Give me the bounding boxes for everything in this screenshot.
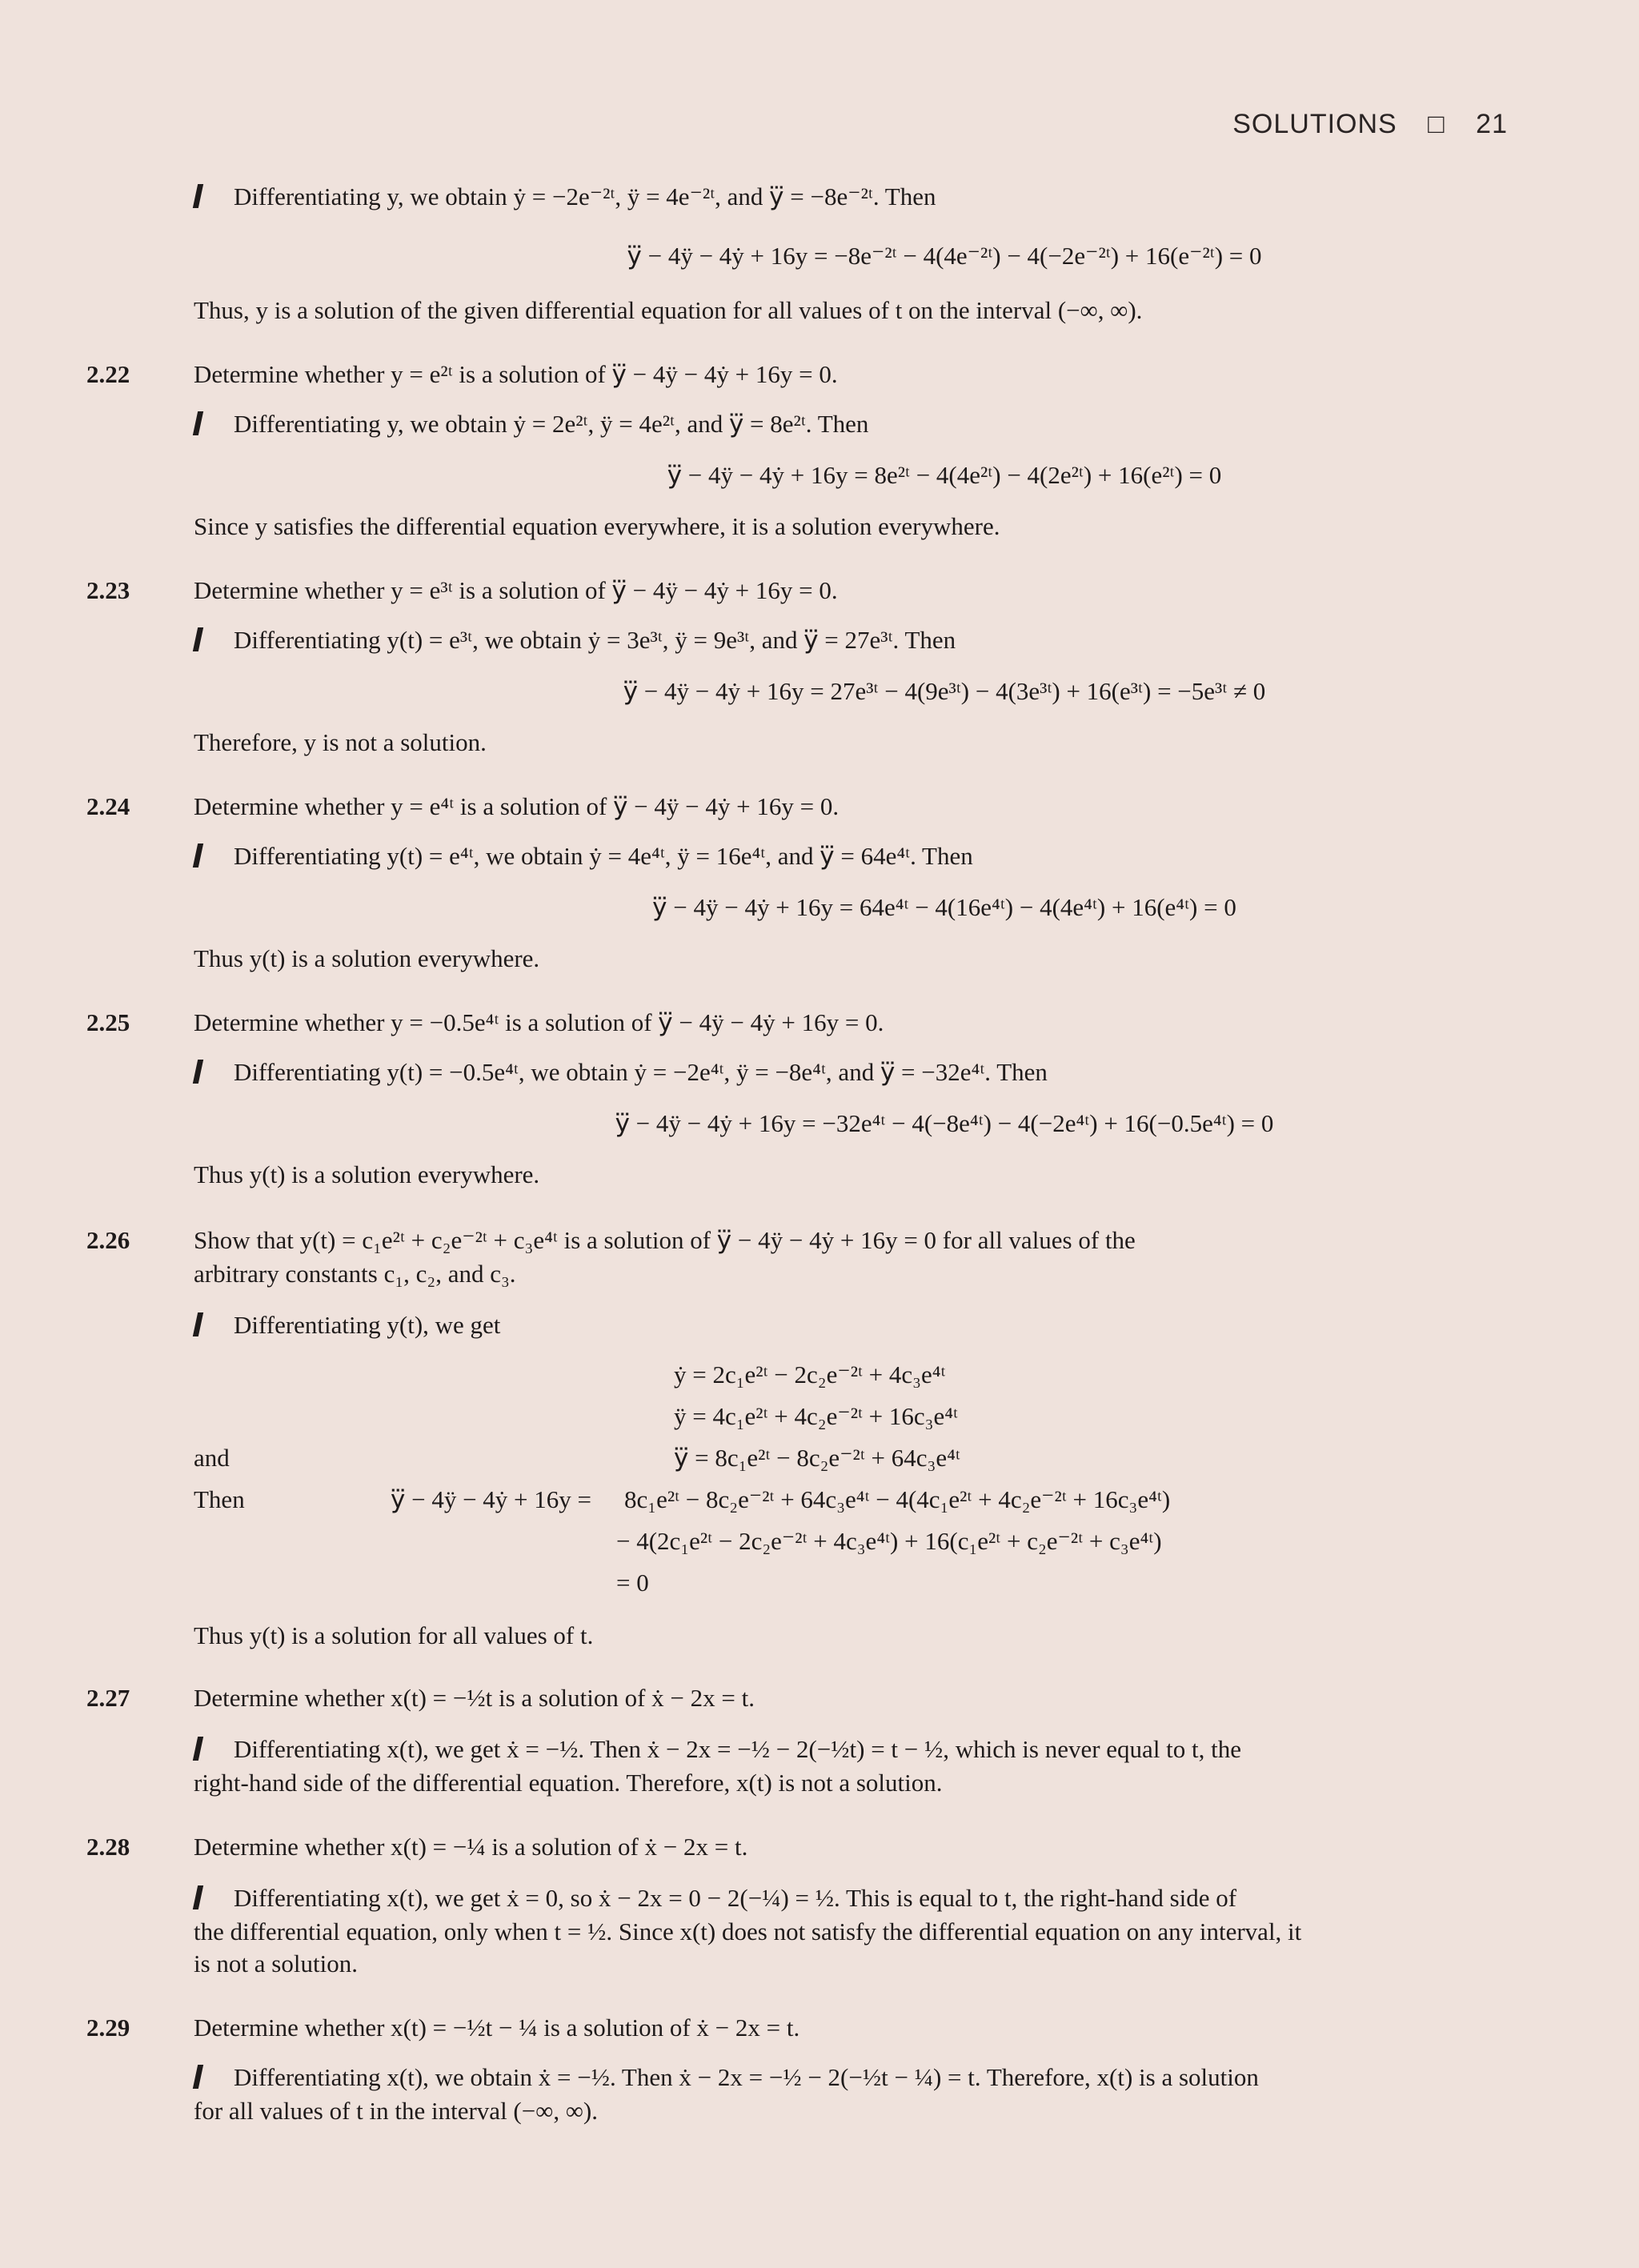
- intro-conclusion: Thus, y is a solution of the given differential equation for all values of t on the interval (−∞, ∞).: [194, 296, 1143, 324]
- equation-rhs-2: − 4(2c₁e²ᵗ − 2c₂e⁻²ᵗ + 4c₃e⁴ᵗ) + 16(c₁e²ᵗ + c₂e⁻²ᵗ + c₃e⁴ᵗ): [616, 1527, 1162, 1555]
- derivative-line-1: ẏ = 2c₁e²ᵗ − 2c₂e⁻²ᵗ + 4c₃e⁴ᵗ: [674, 1360, 946, 1388]
- solution-marker-icon: [193, 184, 203, 208]
- solution-marker-icon: [193, 1737, 203, 1761]
- problem-question: Show that y(t) = c₁e²ᵗ + c₂e⁻²ᵗ + c₃e⁴ᵗ is a solution of y⃛ − 4ÿ − 4ẏ + 16y = 0 for all values of the: [194, 1226, 1136, 1254]
- problem-question: Determine whether x(t) = −½t − ¼ is a solution of ẋ − 2x = t.: [194, 2014, 800, 2042]
- solution-marker-icon: [193, 627, 203, 651]
- problem-solution: Differentiating y(t) = −0.5e⁴ᵗ, we obtain ẏ = −2e⁴ᵗ, ÿ = −8e⁴ᵗ, and y⃛ = −32e⁴ᵗ. Then: [234, 1058, 1048, 1086]
- equation-rhs-3: = 0: [616, 1569, 649, 1597]
- problem-solution-cont: for all values of t in the interval (−∞, ∞).: [194, 2097, 599, 2125]
- problem-conclusion: Thus y(t) is a solution for all values of t.: [194, 1621, 594, 1649]
- problem-question: Determine whether x(t) = −¼ is a solution of ẋ − 2x = t.: [194, 1833, 748, 1861]
- problem-equation: y⃛ − 4ÿ − 4ẏ + 16y = 27e³ᵗ − 4(9e³ᵗ) − 4(3e³ᵗ) + 16(e³ᵗ) = −5e³ᵗ ≠ 0: [623, 677, 1266, 705]
- problem-question: Determine whether y = e²ᵗ is a solution of y⃛ − 4ÿ − 4ẏ + 16y = 0.: [194, 360, 838, 388]
- problem-equation: y⃛ − 4ÿ − 4ẏ + 16y = 8e²ᵗ − 4(4e²ᵗ) − 4(2e²ᵗ) + 16(e²ᵗ) = 0: [667, 461, 1222, 489]
- header-title: SOLUTIONS: [1232, 109, 1397, 139]
- problem-solution: Differentiating x(t), we obtain ẋ = −½. Then ẋ − 2x = −½ − 2(−½t − ¼) = t. Therefore, x(t) is a solution: [234, 2063, 1259, 2091]
- solution-marker-icon: [193, 1312, 203, 1336]
- problem-solution: Differentiating y(t) = e⁴ᵗ, we obtain ẏ = 4e⁴ᵗ, ÿ = 16e⁴ᵗ, and y⃛ = 64e⁴ᵗ. Then: [234, 842, 973, 870]
- equation-rhs-1: 8c₁e²ᵗ − 8c₂e⁻²ᵗ + 64c₃e⁴ᵗ − 4(4c₁e²ᵗ + 4c₂e⁻²ᵗ + 16c₃e⁴ᵗ): [624, 1485, 1171, 1513]
- problem-number: 2.25: [86, 1008, 130, 1036]
- problem-solution: Differentiating y(t), we get: [234, 1311, 501, 1339]
- problem-solution: Differentiating x(t), we get ẋ = 0, so ẋ − 2x = 0 − 2(−¼) = ½. This is equal to t, the right-hand side of: [234, 1884, 1237, 1912]
- intro-equation: y⃛ − 4ÿ − 4ẏ + 16y = −8e⁻²ᵗ − 4(4e⁻²ᵗ) − 4(−2e⁻²ᵗ) + 16(e⁻²ᵗ) = 0: [627, 242, 1262, 270]
- problem-question: Determine whether y = −0.5e⁴ᵗ is a solution of y⃛ − 4ÿ − 4ẏ + 16y = 0.: [194, 1008, 884, 1036]
- problem-number: 2.29: [86, 2014, 130, 2042]
- problem-question: Determine whether y = e⁴ᵗ is a solution of y⃛ − 4ÿ − 4ẏ + 16y = 0.: [194, 792, 840, 820]
- problem-number: 2.28: [86, 1833, 130, 1861]
- problem-question: Determine whether y = e³ᵗ is a solution of y⃛ − 4ÿ − 4ẏ + 16y = 0.: [194, 576, 838, 604]
- problem-solution: Differentiating y, we obtain ẏ = 2e²ᵗ, ÿ = 4e²ᵗ, and y⃛ = 8e²ᵗ. Then: [234, 410, 869, 438]
- problem-equation: y⃛ − 4ÿ − 4ẏ + 16y = 64e⁴ᵗ − 4(16e⁴ᵗ) − 4(4e⁴ᵗ) + 16(e⁴ᵗ) = 0: [652, 893, 1236, 921]
- solution-marker-icon: [193, 2065, 203, 2089]
- problem-number: 2.24: [86, 792, 130, 820]
- problem-solution-cont: is not a solution.: [194, 1949, 358, 1977]
- page-number: 21: [1476, 109, 1508, 139]
- problem-conclusion: Since y satisfies the differential equation everywhere, it is a solution everywhere.: [194, 512, 1000, 540]
- problem-solution-cont: right-hand side of the differential equation. Therefore, x(t) is not a solution.: [194, 1769, 943, 1797]
- equation-lhs: y⃛ − 4ÿ − 4ẏ + 16y =: [391, 1485, 592, 1513]
- header-separator: □: [1428, 109, 1445, 139]
- intro-solution: Differentiating y, we obtain ẏ = −2e⁻²ᵗ, ÿ = 4e⁻²ᵗ, and y⃛ = −8e⁻²ᵗ. Then: [234, 182, 936, 210]
- problem-conclusion: Thus y(t) is a solution everywhere.: [194, 944, 540, 972]
- problem-conclusion: Thus y(t) is a solution everywhere.: [194, 1160, 540, 1188]
- problem-number: 2.26: [86, 1226, 130, 1254]
- problem-solution: Differentiating y(t) = e³ᵗ, we obtain ẏ = 3e³ᵗ, ÿ = 9e³ᵗ, and y⃛ = 27e³ᵗ. Then: [234, 626, 956, 654]
- problem-number: 2.22: [86, 360, 130, 388]
- derivative-line-3: y⃛ = 8c₁e²ᵗ − 8c₂e⁻²ᵗ + 64c₃e⁴ᵗ: [674, 1444, 960, 1472]
- problem-question: Determine whether x(t) = −½t is a solution of ẋ − 2x = t.: [194, 1684, 755, 1712]
- derivative-line-2: ÿ = 4c₁e²ᵗ + 4c₂e⁻²ᵗ + 16c₃e⁴ᵗ: [674, 1402, 958, 1430]
- problem-equation: y⃛ − 4ÿ − 4ẏ + 16y = −32e⁴ᵗ − 4(−8e⁴ᵗ) − 4(−2e⁴ᵗ) + 16(−0.5e⁴ᵗ) = 0: [615, 1109, 1274, 1137]
- and-label: and: [194, 1444, 230, 1472]
- problem-solution-cont: the differential equation, only when t = ½. Since x(t) does not satisfy the differential equation on any interval, it: [194, 1917, 1302, 1945]
- running-head: [1210, 109, 1508, 140]
- solution-marker-icon: [193, 411, 203, 435]
- solution-marker-icon: [193, 1060, 203, 1084]
- problem-question-cont: arbitrary constants c₁, c₂, and c₃.: [194, 1260, 516, 1288]
- problem-conclusion: Therefore, y is not a solution.: [194, 728, 487, 756]
- then-label: Then: [194, 1485, 245, 1513]
- problem-number: 2.23: [86, 576, 130, 604]
- solution-marker-icon: [193, 843, 203, 868]
- problem-number: 2.27: [86, 1684, 130, 1712]
- problem-solution: Differentiating x(t), we get ẋ = −½. Then ẋ − 2x = −½ − 2(−½t) = t − ½, which is never equal to t, the: [234, 1735, 1242, 1763]
- solution-marker-icon: [193, 1885, 203, 1909]
